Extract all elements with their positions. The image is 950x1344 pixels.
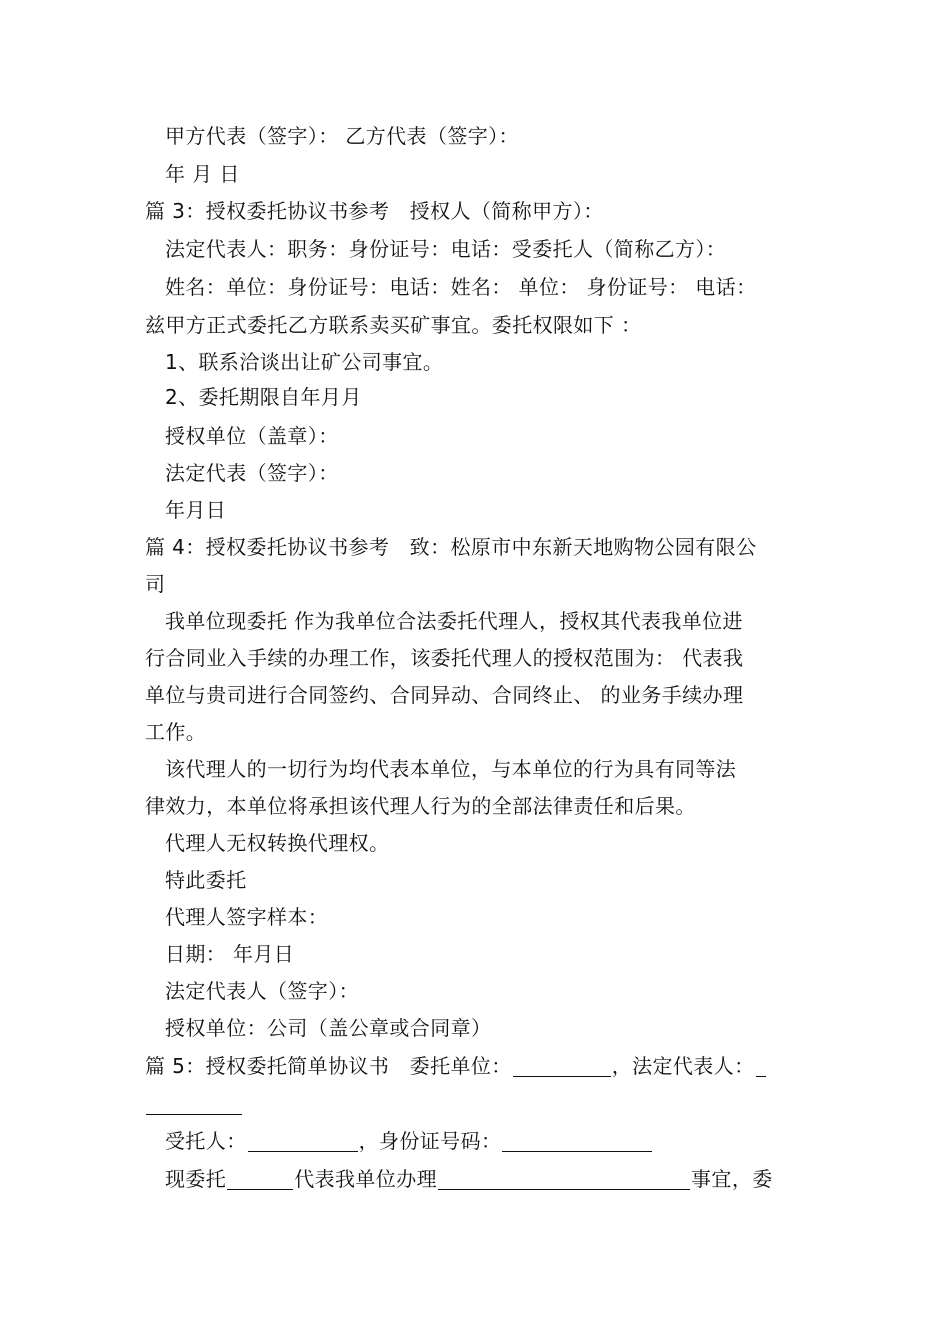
heading-text: 篇 5：授权委托简单协议书 委托单位： [145,1054,512,1078]
text-line: 法定代表（签字）： [165,461,339,485]
text-line [145,1090,815,1118]
blank-field [502,1131,652,1152]
text-line: 法定代表人（签字）： [165,979,359,1003]
text-line: 该代理人的一切行为均代表本单位，与本单位的行为具有同等法 [165,757,737,781]
section-heading [145,1052,815,1080]
blank-field [248,1131,358,1152]
text-line: 甲方代表（签字）： 乙方代表（签字）： [165,124,519,148]
section-heading: 篇 3：授权委托协议书参考 授权人（简称甲方）： [145,199,604,223]
text-line: 工作。 [145,720,207,744]
text-line: 行合同业入手续的办理工作，该委托代理人的授权范围为： 代表我 [145,646,744,670]
text-line: 司 [145,572,166,596]
blank-field [438,1169,690,1190]
text-line: 兹甲方正式委托乙方联系卖买矿事宜。委托权限如下 ： [145,313,642,337]
blank-field [146,1094,242,1115]
blank-field [227,1169,293,1190]
text-line: 法定代表人：职务：身份证号：电话：受委托人（简称乙方）： [165,237,727,261]
text-line [165,1165,815,1193]
label-text: ，身份证号码： [358,1129,502,1153]
label-text: ，法定代表人： [611,1054,755,1078]
text-line: 日期： 年月日 [165,942,295,966]
text-line: 单位与贵司进行合同签约、合同异动、合同终止、 的业务手续办理 [145,683,744,707]
list-item: 1、联系洽谈出让矿公司事宜。 [165,350,444,374]
blank-field [756,1056,766,1077]
text-line [165,1127,815,1155]
text-line: 授权单位：公司（盖公章或合同章） [165,1016,492,1040]
text-line: 授权单位（盖章）： [165,424,339,448]
blank-field [513,1056,611,1077]
label-text: 受托人： [165,1129,247,1153]
label-text: 代表我单位办理 [294,1167,438,1191]
list-item: 2、委托期限自年月月 [165,385,362,409]
text-line: 代理人签字样本： [165,905,329,929]
text-line: 年 月 日 [165,162,240,186]
text-line: 特此委托 [165,868,247,892]
label-text: 现委托 [165,1167,227,1191]
text-line: 年月日 [165,498,227,522]
section-heading: 篇 4：授权委托协议书参考 致：松原市中东新天地购物公园有限公 [145,535,757,559]
label-text: 事宜，委 [691,1167,773,1191]
text-line: 姓名：单位：身份证号：电话：姓名： 单位： 身份证号： 电话： [165,275,757,299]
text-line: 律效力，本单位将承担该代理人行为的全部法律责任和后果。 [145,794,696,818]
text-line: 代理人无权转换代理权。 [165,831,390,855]
text-line: 我单位现委托 作为我单位合法委托代理人，授权其代表我单位进 [165,609,743,633]
